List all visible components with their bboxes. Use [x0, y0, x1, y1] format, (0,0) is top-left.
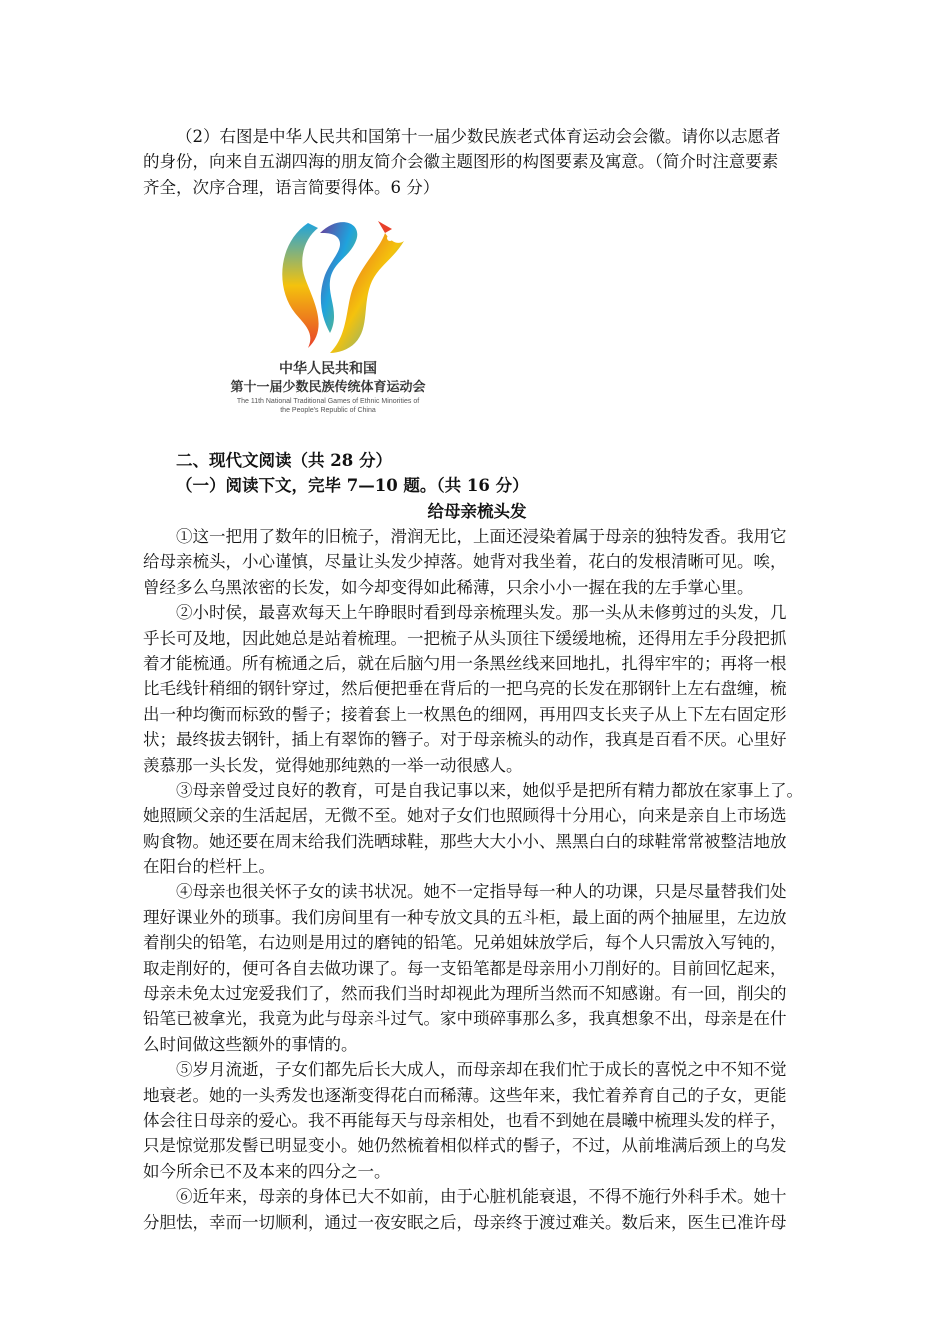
question-line: 齐全，次序合理，语言简要得体。6 分）	[143, 177, 440, 197]
paragraph-line: 她照顾父亲的生活起居，无微不至。她对子女们也照顾得十分用心，向来是亲自上市场选	[143, 806, 787, 826]
paragraph-line: 比毛线针稍细的钢针穿过，然后便把垂在背后的一把乌亮的长发在那钢针上左右盘缠，梳	[143, 679, 787, 699]
question-2	[143, 124, 811, 200]
paragraph-line: ④母亲也很关怀子女的读书状况。她不一定指导每一种人的功课，只是尽量替我们处	[176, 882, 787, 902]
paragraph-line: 出一种均衡而标致的髻子；接着套上一枚黑色的细网，再用四支长夹子从上下左右固定形	[143, 704, 787, 724]
emblem-title-en-2: the People's Republic of China	[280, 407, 376, 414]
emblem-left-ribbon	[282, 223, 318, 348]
paragraph-line: ①这一把用了数年的旧梳子，滑润无比，上面还浸染着属于母亲的独特发香。我用它	[176, 527, 787, 546]
paragraph-line: 曾经多么乌黑浓密的长发，如今却变得如此稀薄，只余小小一握在我的左手掌心里。	[143, 577, 754, 597]
question-line: 的身份，向来自五湖四海的朋友简介会徽主题图形的构图要素及寓意。（简介时注意要素	[143, 152, 779, 172]
paragraph-line: 理好课业外的琐事。我们房间里有一种专放文具的五斗柜，最上面的两个抽屉里，左边放	[143, 907, 787, 927]
paragraph-line: ⑤岁月流逝，子女们都先后长大成人，而母亲却在我们忙于成长的喜悦之中不知不觉	[176, 1060, 787, 1080]
article-body	[143, 524, 811, 1235]
paragraph-line: ②小时侯，最喜欢每天上午睁眼时看到母亲梳理头发。那一头从未修剪过的头发，几	[176, 603, 787, 623]
paragraph-line: 在阳台的栏杆上。	[143, 857, 275, 877]
paragraph-line: 羡慕那一头长发，觉得她那纯熟的一举一动很感人。	[143, 755, 523, 775]
emblem-dragon-eye	[387, 235, 393, 241]
emblem-graphic	[180, 203, 476, 423]
emblem-dragon-horn	[378, 221, 392, 233]
paragraph-4	[143, 879, 811, 1057]
paragraph-line: 铅笔已被拿光，我竟为此与母亲斗过气。家中琐碎事那么多，我真想象不出，母亲是在什	[143, 1009, 787, 1029]
paragraph-line: ⑥近年来，母亲的身体已大不如前，由于心脏机能衰退，不得不施行外科手术。她十	[176, 1187, 787, 1207]
paragraph-line: 购食物。她还要在周末给我们洗晒球鞋，那些大大小小、黑黑白白的球鞋常常被整洁地放	[143, 831, 787, 851]
games-emblem	[180, 203, 476, 423]
paragraph-line: 母亲未免太过宠爱我们了，然而我们当时却视此为理所当然而不知感谢。有一回，削尖的	[143, 984, 787, 1004]
emblem-title-cn-1: 中华人民共和国	[279, 360, 377, 376]
paragraph-line: 如今所余已不及本来的四分之一。	[143, 1161, 391, 1181]
section-heading: 二、现代文阅读（共 28 分）	[176, 451, 392, 470]
paragraph-line: 着才能梳通。所有梳通之后，就在后脑勺用一条黑丝线来回地扎，扎得牢牢的；再将一根	[143, 653, 787, 673]
paragraph-3	[143, 778, 811, 880]
paragraph-line: 状；最终拔去钢针，插上有翠饰的簪子。对于母亲梳头的动作，我真是百看不厌。心里好	[143, 730, 787, 750]
paragraph-line: 取走削好的，便可各自去做功课了。每一支铅笔都是母亲用小刀削好的。目前回忆起来，	[143, 958, 787, 978]
article-title: 给母亲梳头发	[427, 501, 527, 521]
section-subheading: （一）阅读下文，完毕 7—10 题。（共 16 分）	[176, 476, 529, 496]
emblem-title-cn-2: 第十一届少数民族传统体育运动会	[230, 379, 426, 394]
paragraph-line: 只是惊觉那发髻已明显变小。她仍然梳着相似样式的髻子，不过，从前堆满后颈上的乌发	[143, 1136, 787, 1156]
paragraph-line: 地衰老。她的一头秀发也逐渐变得花白而稀薄。这些年来，我忙着养育自己的子女，更能	[143, 1085, 787, 1105]
emblem-title-en-1: The 11th National Traditional Games of Ethnic Minorities of	[236, 398, 420, 405]
paragraph-line: 着削尖的铅笔，右边则是用过的磨钝的铅笔。兄弟姐妹放学后，每个人只需放入写钝的，	[143, 933, 787, 953]
paragraph-line: 乎长可及地，因此她总是站着梳理。一把梳子从头顶往下缓缓地梳，还得用左手分段把抓	[143, 628, 787, 648]
paragraph-line: 体会往日母亲的爱心。我不再能每天与母亲相处，也看不到她在晨曦中梳理头发的样子，	[143, 1110, 787, 1130]
paragraph-line: 给母亲梳头，小心谨慎，尽量让头发少掉落。她背对我坐着，花白的发根清晰可见。唉，	[143, 552, 787, 572]
reading-section	[143, 448, 811, 524]
paragraph-line: ③母亲曾受过良好的教育，可是自我记事以来，她似乎是把所有精力都放在家事上了。	[176, 780, 803, 800]
paragraph-5	[143, 1057, 811, 1184]
paragraph-line: 么时间做这些额外的事情的。	[143, 1034, 358, 1054]
paragraph-1	[143, 524, 811, 600]
paragraph-6	[143, 1184, 811, 1235]
question-line: （2）右图是中华人民共和国第十一届少数民族老式体育运动会会徽。请你以志愿者	[176, 127, 781, 146]
paragraph-2	[143, 600, 811, 778]
paragraph-line: 分胆怯，幸而一切顺利，通过一夜安眠之后，母亲终于渡过难关。数后来，医生已准许母	[143, 1212, 787, 1232]
